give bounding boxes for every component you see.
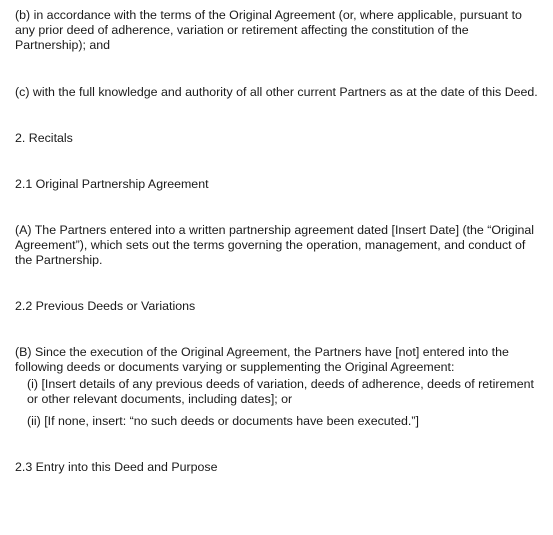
document-body — [15, 8, 540, 475]
recital-b-item-ii: (ii) [If none, insert: “no such deeds or documents have been executed.”] — [27, 414, 419, 428]
heading-original-partnership-agreement: 2.1 Original Partnership Agreement — [15, 177, 209, 191]
paragraph-b: (b) in accordance with the terms of the Original Agreement (or, where applicable, pursuant to any prior deed of adherence, variation or retirement affecting the constitution of the Partnership); and — [15, 8, 522, 52]
heading-recitals: 2. Recitals — [15, 131, 73, 145]
recital-b: (B) Since the execution of the Original Agreement, the Partners have [not] entered into the following deeds or documents varying or supplementing the Original Agreement: — [15, 345, 509, 374]
recital-b-item-i: (i) [Insert details of any previous deeds of variation, deeds of adherence, deeds of retirement or other relevant documents, including dates]; or — [27, 377, 534, 406]
paragraph-c: (c) with the full knowledge and authority of all other current Partners as at the date of this Deed. — [15, 85, 538, 99]
heading-entry-into-deed: 2.3 Entry into this Deed and Purpose — [15, 460, 218, 474]
recital-a: (A) The Partners entered into a written partnership agreement dated [Insert Date] (the “Original Agreement”), which sets out the terms governing the operation, management, and conduct of the Partnership. — [15, 223, 535, 267]
heading-previous-deeds-or-variations: 2.2 Previous Deeds or Variations — [15, 299, 196, 313]
